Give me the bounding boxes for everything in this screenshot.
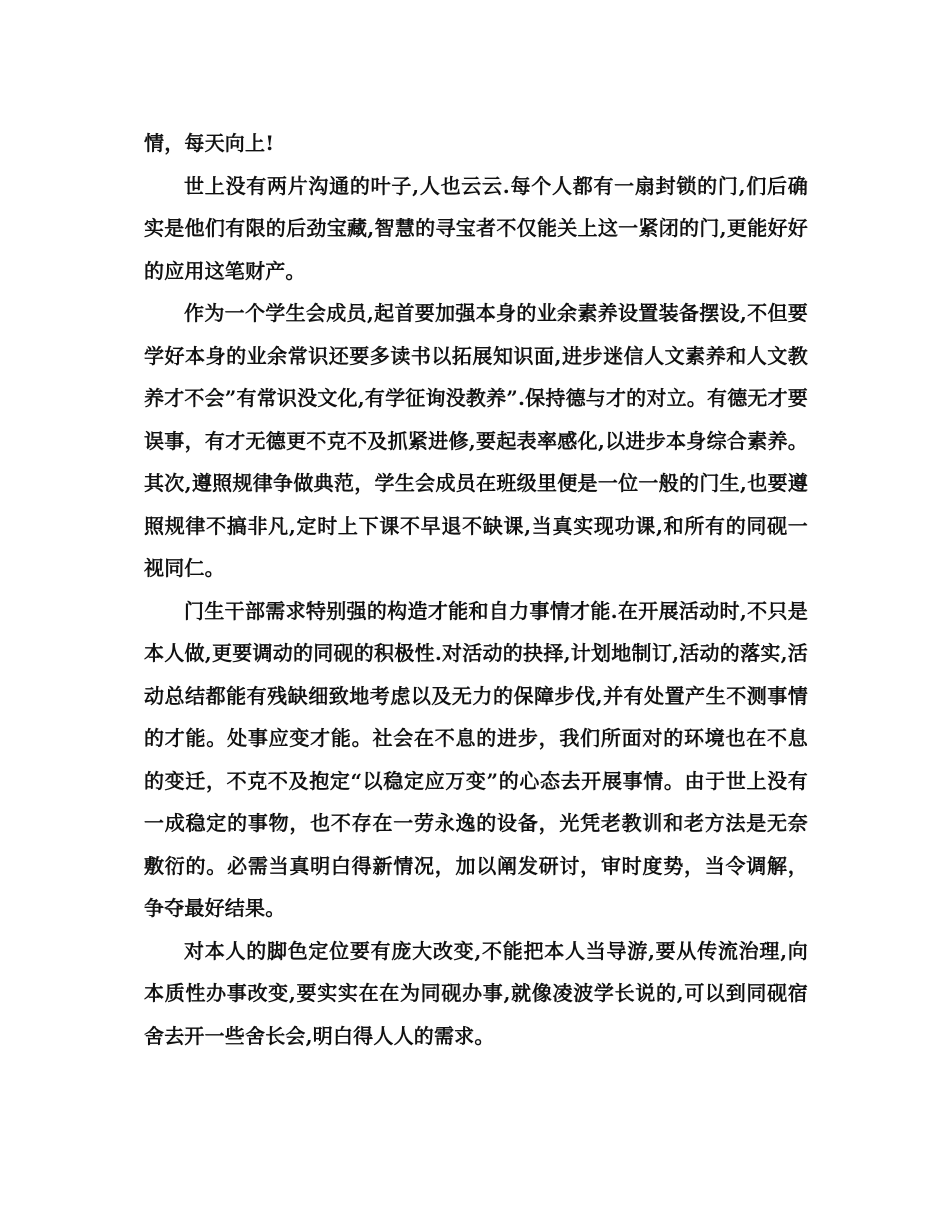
paragraph-leaves: 世上没有两片沟通的叶子,人也云云.每个人都有一扇封锁的门,们后确实是他们有限的后劲宝藏,智慧的寻宝者不仅能关上这一紧闭的门,更能好好的应用这笔财产。	[144, 173, 808, 283]
paragraph-student-union-member: 作为一个学生会成员,起首要加强本身的业余素养设置装备摆设,不但要学好本身的业余常识还要多读书以拓展知识面,进步迷信人文素养和人文教养才不会”有常识没文化,有学征询没教养”.保持德与才的对立。有德无才要误事，有才无德更不克不及抓紧进修,要起表率感化,以进步本身综合素养。其次,遵照规律争做典范，学生会成员在班级里便是一位一般的门生,也要遵照规律不搞非凡,定时上下课不早退不缺课,当真实现功课,和所有的同砚一视同仁。	[144, 301, 808, 580]
paragraph-role-positioning: 对本人的脚色定位要有庞大改变,不能把本人当导游,要从传流治理,向本质性办事改变,要实实在在为同砚办事,就像凌波学长说的,可以到同砚宿舍去开一些舍长会,明白得人人的需求。	[144, 938, 808, 1048]
document-body	[144, 122, 808, 1057]
paragraph-student-cadre-ability: 门生干部需求特别强的构造才能和自力事情才能.在开展活动时,不只是本人做,更要调动的同砚的积极性.对活动的抉择,计划地制订,活动的落实,活动总结都能有残缺细致地考虑以及无力的保障步伐,并有处置产生不测事情的才能。处事应变才能。社会在不息的进步，我们所面对的环境也在不息的变迁，不克不及抱定“以稳定应万变”的心态去开展事情。由于世上没有一成稳定的事物，也不存在一劳永逸的设备，光凭老教训和老方法是无奈敷衍的。必需当真明白得新情况，加以阐发研讨，审时度势，当令调解，争夺最好结果。	[144, 598, 808, 920]
paragraph-continuation: 情，每天向上!	[144, 131, 275, 155]
